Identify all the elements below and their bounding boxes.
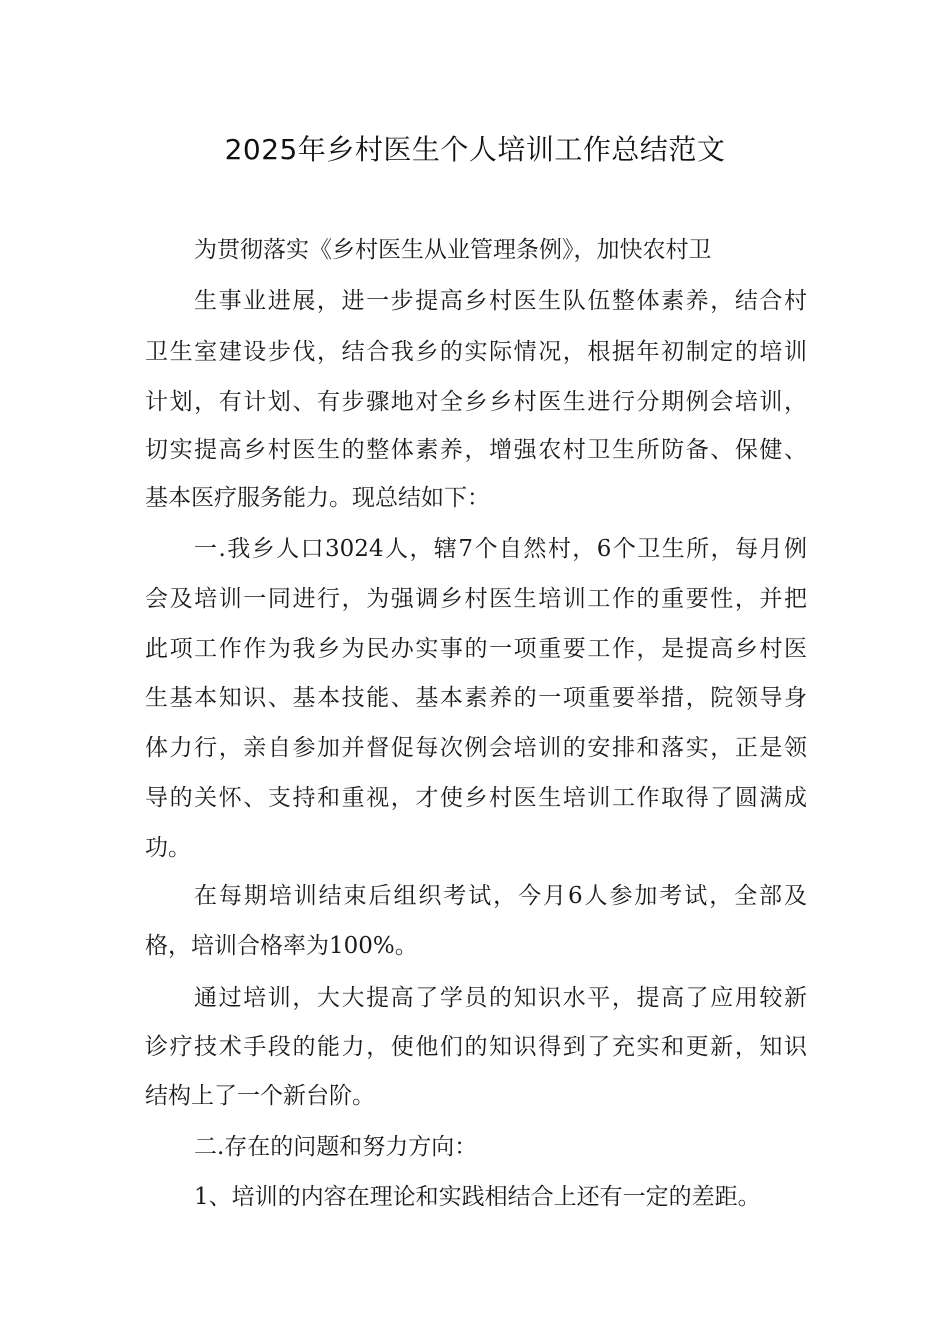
text-line: 通过培训，大大提高了学员的知识水平，提高了应用较新 (194, 985, 807, 1011)
text-line: 体力行，亲自参加并督促每次例会培训的安排和落实，正是领 (145, 735, 807, 761)
text-line: 在每期培训结束后组织考试，今月6人参加考试，全部及 (194, 883, 807, 909)
text-line: 格，培训合格率为100%。 (145, 933, 418, 959)
text-line: 结构上了一个新台阶。 (145, 1083, 375, 1109)
section-heading: 二.存在的问题和努力方向： (194, 1134, 478, 1160)
text-line: 生基本知识、基本技能、基本素养的一项重要举措，院领导身 (145, 685, 807, 711)
list-item: 1、培训的内容在理论和实践相结合上还有一定的差距。 (194, 1184, 761, 1210)
text-line: 导的关怀、支持和重视，才使乡村医生培训工作取得了圆满成 (145, 785, 807, 811)
text-line: 卫生室建设步伐，结合我乡的实际情况，根据年初制定的培训 (145, 339, 807, 365)
text-line: 生事业进展，进一步提高乡村医生队伍整体素养，结合村 (194, 288, 807, 314)
text-line: 计划，有计划、有步骤地对全乡乡村医生进行分期例会培训， (145, 389, 807, 415)
text-line: 诊疗技术手段的能力，使他们的知识得到了充实和更新，知识 (145, 1034, 807, 1060)
text-line: 此项工作作为我乡为民办实事的一项重要工作，是提高乡村医 (145, 636, 807, 662)
text-line: 基本医疗服务能力。现总结如下： (145, 485, 490, 511)
text-line: 功。 (145, 835, 191, 861)
document-title: 2025年乡村医生个人培训工作总结范文 (224, 133, 726, 166)
text-line: 会及培训一同进行，为强调乡村医生培训工作的重要性，并把 (145, 586, 807, 612)
text-line: 一.我乡人口3024人，辖7个自然村，6个卫生所，每月例 (194, 536, 807, 562)
text-line: 切实提高乡村医生的整体素养，增强农村卫生所防备、保健、 (145, 437, 807, 463)
text-line: 为贯彻落实《乡村医生从业管理条例》，加快农村卫 (194, 237, 712, 263)
